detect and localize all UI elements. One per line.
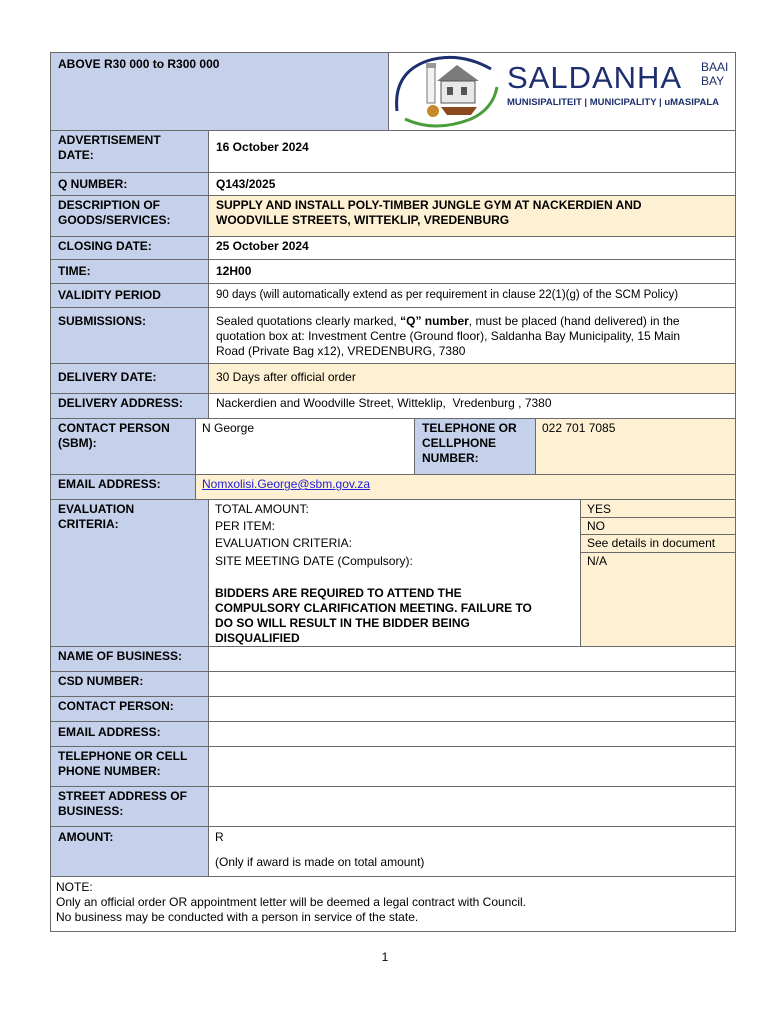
submissions-text-2: , must be placed (hand delivered) in the: [468, 314, 680, 328]
time-label: TIME:: [58, 264, 91, 278]
submissions-value-cell: [208, 307, 736, 364]
email-link[interactable]: Nomxolisi.George@sbm.gov.za: [202, 477, 371, 491]
advertisement-date-value-cell: [208, 130, 736, 173]
logo-name-bay: BAY: [701, 74, 725, 88]
advertisement-date-label-cell: [50, 130, 209, 173]
validity-period-value-cell: [208, 283, 736, 308]
csd-number-label: CSD NUMBER:: [58, 674, 144, 688]
evaluation-warning-3: DO SO WILL RESULT IN THE BIDDER BEING: [215, 616, 470, 630]
evaluation-value-site-meeting: N/A: [587, 554, 608, 568]
contact-person-value: N George: [202, 421, 255, 435]
contact-phone-label-2: CELLPHONE: [422, 436, 497, 450]
evaluation-warning-4: DISQUALIFIED: [215, 631, 300, 645]
advertisement-date-value: 16 October 2024: [216, 140, 309, 154]
q-number-label: Q NUMBER:: [58, 177, 128, 191]
street-address-field[interactable]: [208, 786, 736, 827]
bidder-phone-label-2: PHONE NUMBER:: [58, 764, 161, 778]
note-heading: NOTE:: [56, 880, 93, 894]
contact-person-label: CONTACT PERSON: [58, 421, 170, 435]
contact-phone-label-3: NUMBER:: [422, 451, 479, 465]
bidder-phone-label-cell: [50, 746, 209, 787]
street-address-label-2: BUSINESS:: [58, 804, 124, 818]
submissions-value-3: Road (Private Bag x12), VREDENBURG, 7380: [216, 344, 466, 358]
time-label-cell: [50, 259, 209, 284]
bidder-phone-label: TELEPHONE OR CELL: [58, 749, 188, 763]
note-line-1: Only an official order OR appointment letter will be deemed a legal contract with Council.: [56, 895, 527, 909]
page-number: 1: [381, 950, 389, 964]
delivery-date-label-cell: [50, 363, 209, 394]
delivery-date-value-cell: [208, 363, 736, 394]
csd-number-label-cell: [50, 671, 209, 697]
bidder-contact-label: CONTACT PERSON:: [58, 699, 174, 713]
amount-currency: R: [215, 830, 224, 844]
name-of-business-label: NAME OF BUSINESS:: [58, 649, 183, 663]
note-box: [50, 876, 736, 932]
q-number-value-cell: [208, 172, 736, 196]
delivery-date-label: DELIVERY DATE:: [58, 370, 157, 384]
logo-name-main: SALDANHA: [507, 60, 683, 95]
email-label: EMAIL ADDRESS:: [58, 477, 161, 491]
delivery-address-value-cell: [208, 393, 736, 419]
submissions-q-number-bold: “Q” number: [400, 314, 469, 328]
description-label: DESCRIPTION OF: [58, 198, 161, 212]
street-address-label-cell: [50, 786, 209, 827]
contact-person-value-cell: [195, 418, 415, 475]
q-number-value: Q143/2025: [216, 177, 276, 191]
validity-period-label-cell: [50, 283, 209, 308]
evaluation-item-total-amount: TOTAL AMOUNT:: [215, 502, 309, 516]
closing-date-value: 25 October 2024: [216, 239, 309, 253]
amount-note: (Only if award is made on total amount): [215, 855, 425, 869]
submissions-label: SUBMISSIONS:: [58, 314, 147, 328]
evaluation-label-2: CRITERIA:: [58, 517, 119, 531]
submissions-label-cell: [50, 307, 209, 364]
amount-label-cell: [50, 826, 209, 877]
delivery-address-label-cell: [50, 393, 209, 419]
header-range-cell: [50, 52, 389, 131]
logo-name-baai: BAAI: [701, 60, 729, 74]
advertisement-date-label: ADVERTISEMENT: [58, 133, 161, 147]
submissions-text-1: Sealed quotations clearly marked,: [216, 314, 401, 328]
amount-label: AMOUNT:: [58, 830, 114, 844]
contact-phone-value-cell: [535, 418, 736, 475]
q-number-label-cell: [50, 172, 209, 196]
description-value: SUPPLY AND INSTALL POLY-TIMBER JUNGLE GYM AT NACKERDIEN AND: [216, 198, 642, 212]
delivery-date-value: 30 Days after official order: [216, 370, 356, 384]
evaluation-value-row: [581, 517, 735, 518]
evaluation-item-site-meeting: SITE MEETING DATE (Compulsory):: [215, 554, 413, 568]
evaluation-value-total-amount: YES: [587, 502, 612, 516]
closing-date-label: CLOSING DATE:: [58, 239, 152, 253]
evaluation-item-per-item: PER ITEM:: [215, 519, 276, 533]
bidder-email-field[interactable]: [208, 721, 736, 747]
submissions-value: [216, 314, 680, 329]
evaluation-values-cell: [580, 499, 736, 647]
range-label: ABOVE R30 000 to R300 000: [58, 57, 220, 71]
bidder-contact-field[interactable]: [208, 696, 736, 722]
description-value-cell: [208, 195, 736, 237]
evaluation-items-cell: [208, 499, 581, 647]
csd-number-field[interactable]: [208, 671, 736, 697]
note-line-2: No business may be conducted with a person in service of the state.: [56, 910, 419, 924]
evaluation-value-per-item: NO: [587, 519, 605, 533]
evaluation-warning-2: COMPULSORY CLARIFICATION MEETING. FAILURE TO: [215, 601, 532, 615]
description-label-2: GOODS/SERVICES:: [58, 213, 171, 227]
contact-phone-label: TELEPHONE OR: [422, 421, 517, 435]
submissions-value-2: quotation box at: Investment Centre (Ground floor), Saldanha Bay Municipality, 15 Main: [216, 329, 681, 343]
validity-period-label: VALIDITY PERIOD: [58, 288, 161, 302]
evaluation-value-criteria: See details in document: [587, 536, 716, 550]
description-value-2: WOODVILLE STREETS, WITTEKLIP, VREDENBURG: [216, 213, 510, 227]
evaluation-value-row: [581, 534, 735, 535]
email-value-cell: [195, 474, 736, 500]
evaluation-value-row: [581, 552, 735, 553]
bidder-contact-label-cell: [50, 696, 209, 722]
closing-date-value-cell: [208, 236, 736, 260]
header-logo-cell: [388, 52, 736, 131]
name-of-business-label-cell: [50, 646, 209, 672]
closing-date-label-cell: [50, 236, 209, 260]
validity-period-value: 90 days (will automatically extend as per requirement in clause 22(1)(g) of the SCM Policy): [216, 289, 679, 301]
contact-person-label-cell: [50, 418, 196, 475]
contact-phone-value: 022 701 7085: [542, 421, 616, 435]
bidder-email-label-cell: [50, 721, 209, 747]
logo-tagline: MUNISIPALITEIT | MUNICIPALITY | uMASIPALA: [507, 97, 720, 108]
time-value-cell: [208, 259, 736, 284]
name-of-business-field[interactable]: [208, 646, 736, 672]
delivery-address-label: DELIVERY ADDRESS:: [58, 396, 183, 410]
evaluation-warning: BIDDERS ARE REQUIRED TO ATTEND THE: [215, 586, 462, 600]
delivery-address-value: Nackerdien and Woodville Street, Witteklip, Vredenburg , 7380: [216, 396, 552, 410]
amount-field[interactable]: [208, 826, 736, 877]
email-label-cell: [50, 474, 196, 500]
bidder-phone-field[interactable]: [208, 746, 736, 787]
evaluation-label: EVALUATION: [58, 502, 135, 516]
street-address-label: STREET ADDRESS OF: [58, 789, 187, 803]
description-label-cell: [50, 195, 209, 237]
evaluation-item-criteria: EVALUATION CRITERIA:: [215, 536, 352, 550]
bidder-email-label: EMAIL ADDRESS:: [58, 725, 161, 739]
time-value: 12H00: [216, 264, 252, 278]
contact-person-label-2: (SBM):: [58, 436, 97, 450]
advertisement-date-label-2: DATE:: [58, 148, 94, 162]
evaluation-label-cell: [50, 499, 209, 647]
contact-phone-label-cell: [414, 418, 536, 475]
